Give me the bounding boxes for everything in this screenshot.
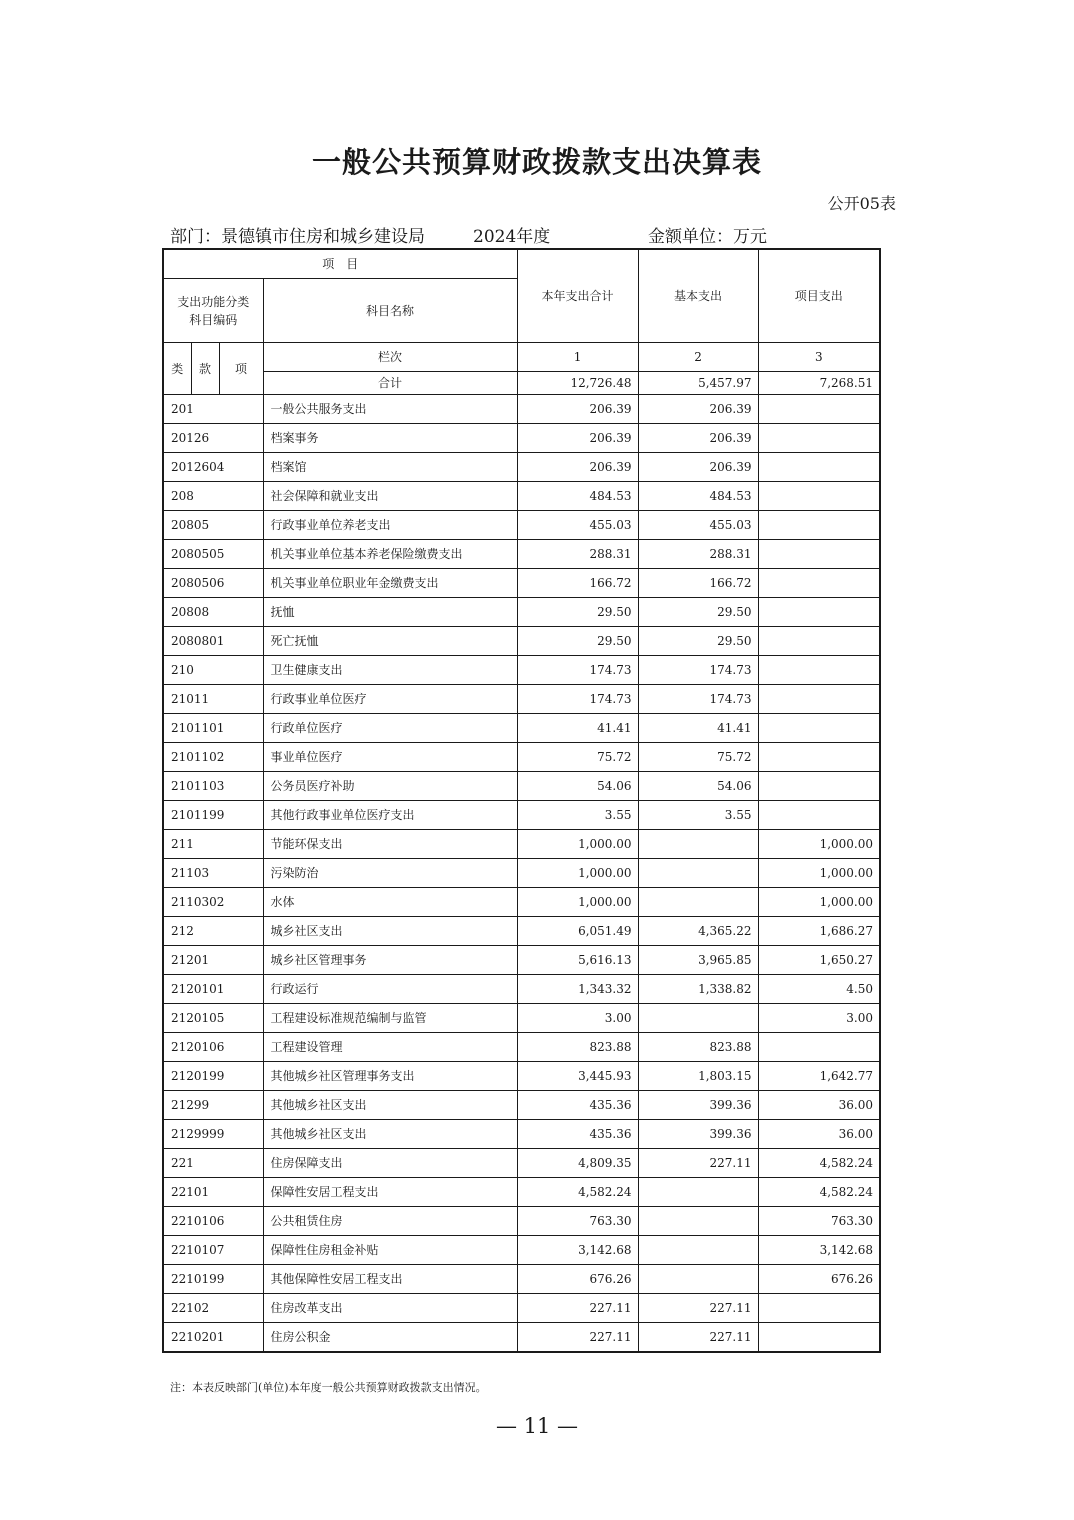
table-row bbox=[163, 598, 880, 627]
table-row bbox=[163, 975, 880, 1004]
row-name: 城乡社区管理事务 bbox=[263, 946, 517, 975]
row-total: 763.30 bbox=[517, 1207, 638, 1236]
table-row bbox=[163, 1294, 880, 1323]
row-code: 20805 bbox=[163, 511, 263, 540]
row-basic: 206.39 bbox=[638, 424, 758, 453]
row-total: 29.50 bbox=[517, 598, 638, 627]
row-basic: 174.73 bbox=[638, 685, 758, 714]
row-code: 2210201 bbox=[163, 1323, 263, 1353]
year-label: 2024年度 bbox=[473, 227, 551, 247]
row-code: 208 bbox=[163, 482, 263, 511]
row-code: 2080506 bbox=[163, 569, 263, 598]
row-project: 36.00 bbox=[758, 1091, 880, 1120]
table-row bbox=[163, 1178, 880, 1207]
row-code: 2210107 bbox=[163, 1236, 263, 1265]
table-row bbox=[163, 569, 880, 598]
row-name: 社会保障和就业支出 bbox=[263, 482, 517, 511]
row-basic: 29.50 bbox=[638, 598, 758, 627]
row-code: 2101199 bbox=[163, 801, 263, 830]
header-item: 项 目 bbox=[163, 249, 517, 279]
row-project bbox=[758, 772, 880, 801]
row-name: 公共租赁住房 bbox=[263, 1207, 517, 1236]
table-row bbox=[163, 859, 880, 888]
row-basic: 3,965.85 bbox=[638, 946, 758, 975]
row-code: 21011 bbox=[163, 685, 263, 714]
table-row bbox=[163, 453, 880, 482]
row-total: 6,051.49 bbox=[517, 917, 638, 946]
row-total: 29.50 bbox=[517, 627, 638, 656]
row-name: 行政单位医疗 bbox=[263, 714, 517, 743]
row-basic: 41.41 bbox=[638, 714, 758, 743]
table-row bbox=[163, 830, 880, 859]
row-name: 其他城乡社区支出 bbox=[263, 1091, 517, 1120]
header-kuan: 款 bbox=[191, 343, 219, 395]
row-project: 1,686.27 bbox=[758, 917, 880, 946]
row-basic: 54.06 bbox=[638, 772, 758, 801]
table-row bbox=[163, 395, 880, 424]
row-code: 20126 bbox=[163, 424, 263, 453]
table-row bbox=[163, 714, 880, 743]
row-name: 工程建设标准规范编制与监管 bbox=[263, 1004, 517, 1033]
row-project: 1,650.27 bbox=[758, 946, 880, 975]
table-row bbox=[163, 1120, 880, 1149]
row-total: 435.36 bbox=[517, 1120, 638, 1149]
row-name: 住房公积金 bbox=[263, 1323, 517, 1353]
row-total: 455.03 bbox=[517, 511, 638, 540]
footnote: 注：本表反映部门(单位)本年度一般公共预算财政拨款支出情况。 bbox=[170, 1381, 487, 1394]
row-name: 住房改革支出 bbox=[263, 1294, 517, 1323]
row-name: 档案馆 bbox=[263, 453, 517, 482]
row-total: 206.39 bbox=[517, 424, 638, 453]
header-col1: 1 bbox=[517, 343, 638, 372]
header-xiang: 项 bbox=[219, 343, 263, 395]
total-label: 合计 bbox=[263, 372, 517, 395]
row-basic: 484.53 bbox=[638, 482, 758, 511]
row-code: 201 bbox=[163, 395, 263, 424]
table-id: 公开05表 bbox=[827, 194, 896, 213]
row-name: 住房保障支出 bbox=[263, 1149, 517, 1178]
page-title: 一般公共预算财政拨款支出决算表 bbox=[311, 145, 762, 179]
row-total: 1,000.00 bbox=[517, 888, 638, 917]
row-code: 2129999 bbox=[163, 1120, 263, 1149]
row-project bbox=[758, 801, 880, 830]
row-code: 20808 bbox=[163, 598, 263, 627]
row-basic: 3.55 bbox=[638, 801, 758, 830]
row-total: 75.72 bbox=[517, 743, 638, 772]
row-basic: 1,338.82 bbox=[638, 975, 758, 1004]
total-project: 7,268.51 bbox=[758, 372, 880, 395]
table-row bbox=[163, 627, 880, 656]
department-label: 部门：景德镇市住房和城乡建设局 bbox=[170, 227, 425, 247]
row-name: 行政事业单位养老支出 bbox=[263, 511, 517, 540]
expenditure-table bbox=[162, 248, 881, 1353]
row-basic bbox=[638, 1236, 758, 1265]
row-code: 2101101 bbox=[163, 714, 263, 743]
row-name: 死亡抚恤 bbox=[263, 627, 517, 656]
table-row bbox=[163, 482, 880, 511]
row-total: 1,000.00 bbox=[517, 830, 638, 859]
row-code: 2120101 bbox=[163, 975, 263, 1004]
row-name: 事业单位医疗 bbox=[263, 743, 517, 772]
row-basic bbox=[638, 1004, 758, 1033]
row-total: 174.73 bbox=[517, 685, 638, 714]
row-project: 4,582.24 bbox=[758, 1149, 880, 1178]
row-code: 2080505 bbox=[163, 540, 263, 569]
row-basic bbox=[638, 859, 758, 888]
row-total: 484.53 bbox=[517, 482, 638, 511]
header-code-group-line1: 支出功能分类 bbox=[177, 294, 250, 309]
row-total: 206.39 bbox=[517, 395, 638, 424]
table-row bbox=[163, 1149, 880, 1178]
row-code: 21201 bbox=[163, 946, 263, 975]
header-code-group bbox=[163, 279, 263, 343]
row-code: 2101103 bbox=[163, 772, 263, 801]
header-basic: 基本支出 bbox=[638, 249, 758, 343]
row-code: 21103 bbox=[163, 859, 263, 888]
row-basic bbox=[638, 1178, 758, 1207]
row-code: 2080801 bbox=[163, 627, 263, 656]
table-row bbox=[163, 1265, 880, 1294]
row-name: 卫生健康支出 bbox=[263, 656, 517, 685]
row-total: 166.72 bbox=[517, 569, 638, 598]
row-total: 676.26 bbox=[517, 1265, 638, 1294]
row-basic bbox=[638, 888, 758, 917]
row-project bbox=[758, 685, 880, 714]
row-total: 227.11 bbox=[517, 1323, 638, 1353]
row-project bbox=[758, 627, 880, 656]
row-project bbox=[758, 569, 880, 598]
row-project bbox=[758, 1323, 880, 1353]
row-code: 2210106 bbox=[163, 1207, 263, 1236]
row-basic bbox=[638, 830, 758, 859]
row-basic: 455.03 bbox=[638, 511, 758, 540]
row-project bbox=[758, 656, 880, 685]
row-project bbox=[758, 482, 880, 511]
header-lei: 类 bbox=[163, 343, 191, 395]
row-total: 435.36 bbox=[517, 1091, 638, 1120]
row-project: 4,582.24 bbox=[758, 1178, 880, 1207]
row-code: 2012604 bbox=[163, 453, 263, 482]
row-project bbox=[758, 598, 880, 627]
table-row bbox=[163, 1091, 880, 1120]
row-name: 保障性安居工程支出 bbox=[263, 1178, 517, 1207]
row-code: 2120199 bbox=[163, 1062, 263, 1091]
row-project: 3.00 bbox=[758, 1004, 880, 1033]
total-basic: 5,457.97 bbox=[638, 372, 758, 395]
row-name: 档案事务 bbox=[263, 424, 517, 453]
header-col2: 2 bbox=[638, 343, 758, 372]
row-project: 1,642.77 bbox=[758, 1062, 880, 1091]
row-project bbox=[758, 714, 880, 743]
row-total: 1,343.32 bbox=[517, 975, 638, 1004]
row-code: 2110302 bbox=[163, 888, 263, 917]
row-total: 227.11 bbox=[517, 1294, 638, 1323]
row-project bbox=[758, 424, 880, 453]
row-basic: 29.50 bbox=[638, 627, 758, 656]
header-total: 本年支出合计 bbox=[517, 249, 638, 343]
row-name: 其他保障性安居工程支出 bbox=[263, 1265, 517, 1294]
row-name: 机关事业单位职业年金缴费支出 bbox=[263, 569, 517, 598]
row-name: 污染防治 bbox=[263, 859, 517, 888]
row-project bbox=[758, 540, 880, 569]
row-code: 212 bbox=[163, 917, 263, 946]
row-name: 保障性住房租金补贴 bbox=[263, 1236, 517, 1265]
table-row bbox=[163, 1207, 880, 1236]
row-project bbox=[758, 1033, 880, 1062]
row-basic bbox=[638, 1265, 758, 1294]
row-project: 1,000.00 bbox=[758, 888, 880, 917]
row-name: 机关事业单位基本养老保险缴费支出 bbox=[263, 540, 517, 569]
table-row bbox=[163, 1323, 880, 1353]
row-basic: 399.36 bbox=[638, 1120, 758, 1149]
table-row bbox=[163, 888, 880, 917]
row-total: 3.00 bbox=[517, 1004, 638, 1033]
row-total: 41.41 bbox=[517, 714, 638, 743]
table-row bbox=[163, 1033, 880, 1062]
row-total: 54.06 bbox=[517, 772, 638, 801]
row-project: 3,142.68 bbox=[758, 1236, 880, 1265]
row-total: 206.39 bbox=[517, 453, 638, 482]
row-name: 行政事业单位医疗 bbox=[263, 685, 517, 714]
row-name: 公务员医疗补助 bbox=[263, 772, 517, 801]
row-total: 288.31 bbox=[517, 540, 638, 569]
row-total: 5,616.13 bbox=[517, 946, 638, 975]
row-name: 抚恤 bbox=[263, 598, 517, 627]
table-row bbox=[163, 424, 880, 453]
row-project bbox=[758, 1294, 880, 1323]
row-name: 其他行政事业单位医疗支出 bbox=[263, 801, 517, 830]
table-row bbox=[163, 772, 880, 801]
row-basic: 227.11 bbox=[638, 1323, 758, 1353]
row-project: 676.26 bbox=[758, 1265, 880, 1294]
row-code: 2101102 bbox=[163, 743, 263, 772]
unit-label: 金额单位：万元 bbox=[648, 227, 767, 247]
row-code: 22102 bbox=[163, 1294, 263, 1323]
row-total: 3,142.68 bbox=[517, 1236, 638, 1265]
row-basic: 75.72 bbox=[638, 743, 758, 772]
row-total: 1,000.00 bbox=[517, 859, 638, 888]
row-code: 2120106 bbox=[163, 1033, 263, 1062]
row-name: 水体 bbox=[263, 888, 517, 917]
row-name: 节能环保支出 bbox=[263, 830, 517, 859]
row-project: 1,000.00 bbox=[758, 830, 880, 859]
table-row bbox=[163, 540, 880, 569]
row-project: 1,000.00 bbox=[758, 859, 880, 888]
header-col-order: 栏次 bbox=[263, 343, 517, 372]
row-project bbox=[758, 395, 880, 424]
table-row bbox=[163, 685, 880, 714]
header-code-group-line2: 科目编码 bbox=[189, 312, 238, 327]
row-total: 823.88 bbox=[517, 1033, 638, 1062]
row-basic: 4,365.22 bbox=[638, 917, 758, 946]
row-basic: 174.73 bbox=[638, 656, 758, 685]
row-basic: 166.72 bbox=[638, 569, 758, 598]
row-basic: 823.88 bbox=[638, 1033, 758, 1062]
row-project bbox=[758, 453, 880, 482]
header-name: 科目名称 bbox=[263, 279, 517, 343]
total-value: 12,726.48 bbox=[517, 372, 638, 395]
row-total: 3.55 bbox=[517, 801, 638, 830]
page-number: — 11 — bbox=[495, 1414, 579, 1438]
row-basic: 1,803.15 bbox=[638, 1062, 758, 1091]
row-name: 行政运行 bbox=[263, 975, 517, 1004]
table-row bbox=[163, 801, 880, 830]
row-project: 36.00 bbox=[758, 1120, 880, 1149]
row-code: 210 bbox=[163, 656, 263, 685]
row-name: 其他城乡社区支出 bbox=[263, 1120, 517, 1149]
row-basic: 227.11 bbox=[638, 1149, 758, 1178]
row-project bbox=[758, 511, 880, 540]
table-row bbox=[163, 511, 880, 540]
row-code: 2120105 bbox=[163, 1004, 263, 1033]
table-row bbox=[163, 946, 880, 975]
row-project bbox=[758, 743, 880, 772]
row-total: 3,445.93 bbox=[517, 1062, 638, 1091]
header-project: 项目支出 bbox=[758, 249, 880, 343]
row-name: 工程建设管理 bbox=[263, 1033, 517, 1062]
table-row bbox=[163, 1004, 880, 1033]
table-row bbox=[163, 743, 880, 772]
row-basic: 206.39 bbox=[638, 395, 758, 424]
header-col3: 3 bbox=[758, 343, 880, 372]
row-code: 211 bbox=[163, 830, 263, 859]
table-row bbox=[163, 1062, 880, 1091]
row-basic: 288.31 bbox=[638, 540, 758, 569]
row-total: 4,582.24 bbox=[517, 1178, 638, 1207]
row-code: 221 bbox=[163, 1149, 263, 1178]
row-total: 174.73 bbox=[517, 656, 638, 685]
row-name: 其他城乡社区管理事务支出 bbox=[263, 1062, 517, 1091]
row-basic: 206.39 bbox=[638, 453, 758, 482]
row-project: 763.30 bbox=[758, 1207, 880, 1236]
table-row bbox=[163, 1236, 880, 1265]
row-name: 一般公共服务支出 bbox=[263, 395, 517, 424]
row-code: 21299 bbox=[163, 1091, 263, 1120]
row-total: 4,809.35 bbox=[517, 1149, 638, 1178]
row-code: 22101 bbox=[163, 1178, 263, 1207]
table-row bbox=[163, 917, 880, 946]
row-basic bbox=[638, 1207, 758, 1236]
row-code: 2210199 bbox=[163, 1265, 263, 1294]
row-basic: 399.36 bbox=[638, 1091, 758, 1120]
row-project: 4.50 bbox=[758, 975, 880, 1004]
row-name: 城乡社区支出 bbox=[263, 917, 517, 946]
row-basic: 227.11 bbox=[638, 1294, 758, 1323]
table-row bbox=[163, 656, 880, 685]
